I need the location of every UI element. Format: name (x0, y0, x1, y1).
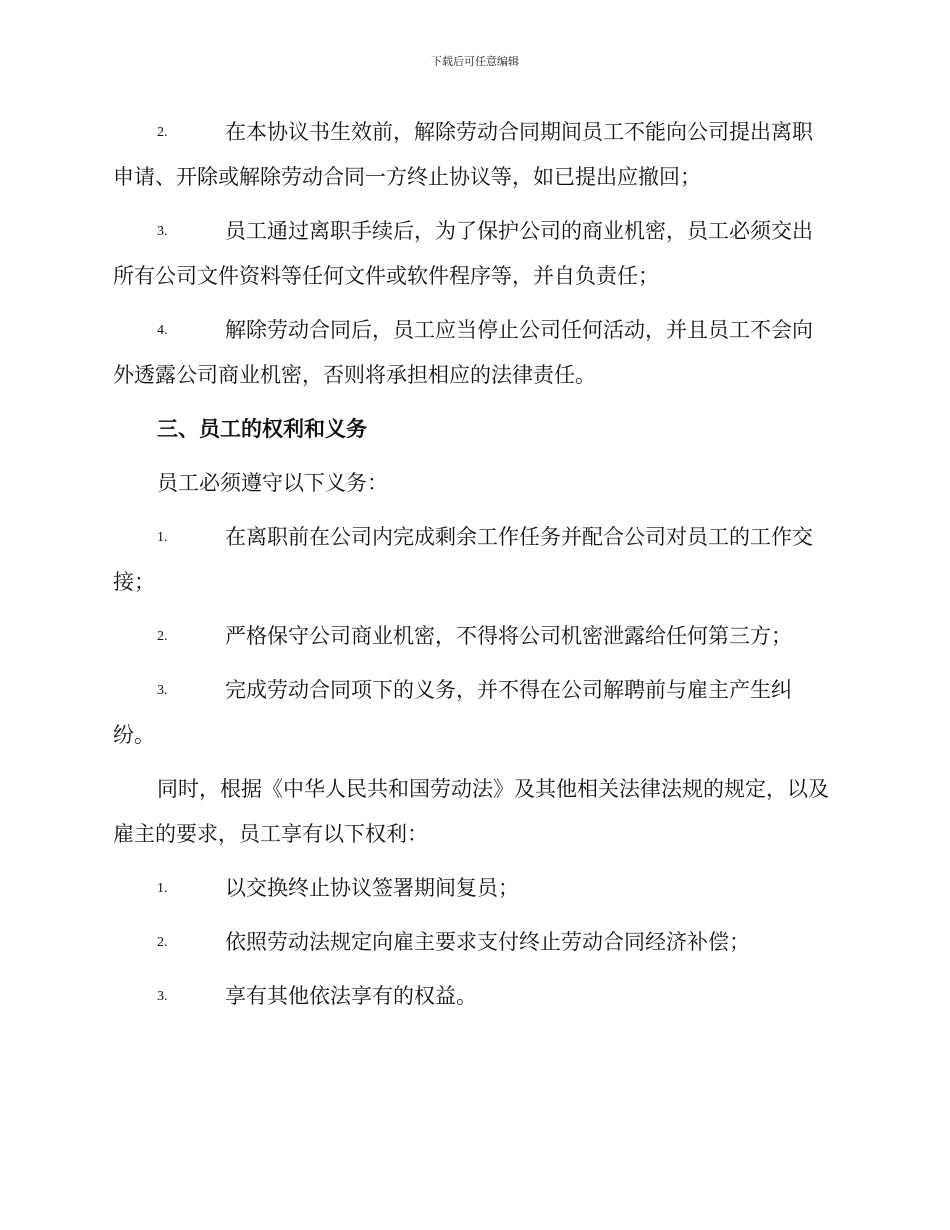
page-header: 下载后可任意编辑 (431, 55, 519, 68)
item-number: 2. (157, 125, 168, 140)
list-item (113, 308, 833, 398)
duties-intro: 员工必须遵守以下义务： (157, 471, 388, 495)
list-item (113, 614, 833, 659)
list-item (113, 515, 833, 605)
list-item (113, 920, 833, 965)
item-text: 享有其他依法享有的权益。 (225, 984, 477, 1008)
list-item (113, 668, 833, 758)
list-item (113, 866, 833, 911)
item-number: 3. (157, 224, 168, 239)
item-text: 以交换终止协议签署期间复员； (225, 876, 519, 900)
item-text: 严格保守公司商业机密，不得将公司机密泄露给任何第三方； (225, 624, 792, 648)
item-text: 完成劳动合同项下的义务，并不得在公司解聘前与雇主产生纠纷。 (113, 678, 792, 747)
list-item (113, 110, 833, 200)
item-text: 在离职前在公司内完成剩余工作任务并配合公司对员工的工作交接； (113, 525, 813, 594)
rights-intro: 同时，根据《中华人民共和国劳动法》及其他相关法律法规的规定，以及雇主的要求，员工享有以下权利： (113, 777, 829, 846)
item-text: 员工通过离职手续后，为了保护公司的商业机密，员工必须交出所有公司文件资料等任何文件或软件程序等，并自负责任； (113, 219, 813, 288)
section-heading: 三、员工的权利和义务 (157, 417, 367, 441)
list-item (113, 974, 833, 1019)
item-number: 2. (157, 935, 168, 950)
item-text: 解除劳动合同后，员工应当停止公司任何活动，并且员工不会向外透露公司商业机密，否则将承担相应的法律责任。 (113, 318, 813, 387)
list-item (113, 209, 833, 299)
item-number: 1. (157, 881, 168, 896)
item-text: 依照劳动法规定向雇主要求支付终止劳动合同经济补偿； (225, 930, 750, 954)
item-number: 3. (157, 683, 168, 698)
item-text: 在本协议书生效前，解除劳动合同期间员工不能向公司提出离职申请、开除或解除劳动合同一方终止协议等，如已提出应撤回； (113, 120, 813, 189)
item-number: 2. (157, 629, 168, 644)
item-number: 4. (157, 323, 168, 338)
item-number: 3. (157, 989, 168, 1004)
document-body (113, 110, 833, 1028)
item-number: 1. (157, 530, 168, 545)
